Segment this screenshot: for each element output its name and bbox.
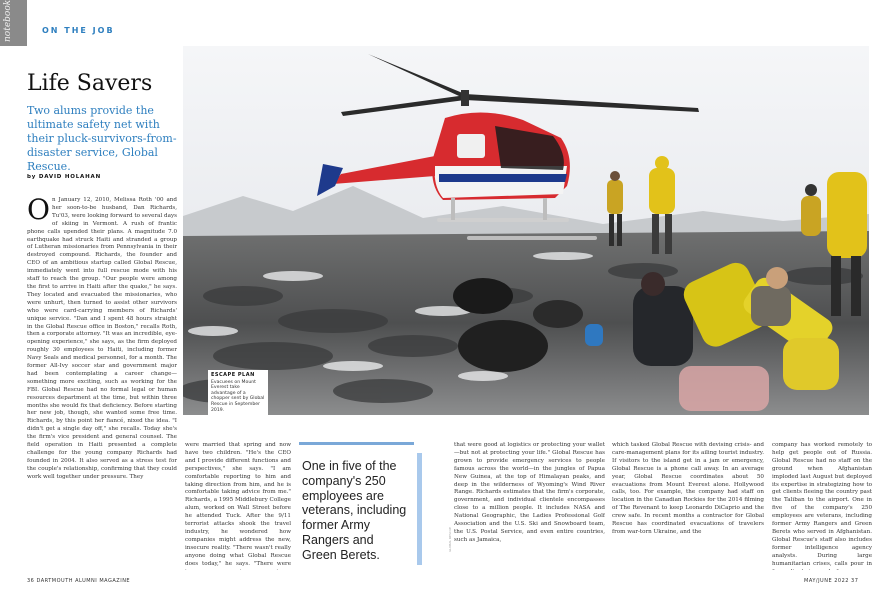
body-column-1 bbox=[27, 197, 177, 569]
photo-caption bbox=[208, 370, 268, 417]
article-title: Life Savers bbox=[27, 71, 153, 96]
caption-heading: ESCAPE PLAN bbox=[211, 372, 255, 378]
body-column-4: which tasked Global Rescue with devising crisis- and care-management plans for its ailing tourist industry. If visitors to the island get in a jam or emergency, Global Rescue is a phone call away. In an average year, Global Rescue coordinates about 50 evacuations from Mount Everest alone. Hollywood calls, too. For example, the company had staff on location in the Canadian Rockies for the 2014 filming of The Revenant to keep Leonardo DiCaprio and the crew safe. In recent months a contractor for Global Rescue has coordinated evacuations of travelers from war-torn Ukraine, and the bbox=[612, 442, 764, 535]
byline: by DAVID HOLAHAN bbox=[27, 174, 101, 180]
body-text-1: n January 12, 2010, Melissa Roth '00 and her soon-to-be husband, Dan Richards, Tu'03, were looking forward to several days of skiing in Vermont. A rush of frantic phone calls upended their plans. A magnitude 7.0 earthquake had struck Haiti and stranded a group of Lutheran missionaries from Pennsylvania in their destroyed compound. Richards, the founder and CEO of an ambitious startup called Global Rescue, immediately went into full rescue mode with his staff to reach the group. "Our people were among the first to arrive in Haiti after the quake," he says. They located and evacuated the missionaries, who were unhurt, then turned to assist other survivors who were card-carrying members of Richards' unique service. "Dan and I spent 48 hours straight in the Global Rescue office in Boston," recalls Roth, then a corporate attorney. "It was an incredible, eye-opening experience," she says, as the firm deployed roughly 30 employees to Haiti, including former Navy Seals and medical personnel, for a month. The former All-Ivy soccer star and government major had been contemplating a career change—something more exciting, such as working for the FBI. Global Rescue had no formal legal or human resources department at the time, but within three months she would fix that deficiency. Before starting her new job, though, she wanted some free time. Richards, by this point her fiancé, nixed the idea. "I didn't get a single day off," she recalls. Today she's the firm's vice president and general counsel. The field operation in Haiti presented a complete challenge for the young company Richards had founded in 2004. It also served as a stress test for the couple's relationship, confirming that they could work well together under pressure. They bbox=[27, 197, 177, 480]
body-column-2: were married that spring and now have two children. "He's the CEO and I provide different functions and perspectives," she says. "I am comfortable reporting to him and taking direction from him, and he is comfortable taking advice from me." Richards, a 1995 Middlebury College alum, worked on Wall Street before he attended Tuck. After the 9/11 terrorist attacks shook the travel industry, he wondered how companies might address the new, insecure reality. "There wasn't really anyone doing what Global Rescue does today," he says. "There were bbox=[185, 442, 291, 567]
pull-quote-accent-bar bbox=[417, 453, 422, 565]
photo-credit: GLOBAL RESCUE bbox=[448, 526, 452, 552]
drop-cap: O bbox=[27, 197, 50, 226]
hero-photo bbox=[183, 46, 869, 415]
folio-right: MAY/JUNE 2022 37 bbox=[804, 578, 859, 584]
body-column-5: company has worked remotely to help get people out of Russia. Global Rescue had no staff on the ground when Afghanistan imploded last August but deployed its expertise in strategizing how to get clients fleeing the country past the Taliban to the airport. One in five of the company's 250 employees are veterans, including former Army Rangers and Green Berets who served in Afghanistan. Global Rescue's staff also includes former intelligence agency analysts. During large humanitarian crises, calls pour in bbox=[772, 442, 872, 567]
caption-text: Evacuees on Mount Everest take advantage of a chopper sent by Global Rescue in September 2019. bbox=[211, 379, 265, 413]
pull-quote bbox=[299, 442, 414, 571]
body-column-3: that were good at logistics or protecting your wallet—but not at protecting your life." Global Rescue has grown to provide emergency services to people famous across the world—in the jungles of Papua New Guinea, at the top of Himalayan peaks, and deep in the wilderness of Wyoming's Wind River Range. Richards estimates that the firm's corporate, government, and individual clientele encompasses close to a million people. It includes NASA and National Geographic, the Ladies Professional Golf Association and the U.S. Ski and Snowboard team, the U.S. Postal Service, and even entire countries, such as Jamaica, bbox=[454, 442, 605, 543]
section-tab bbox=[0, 0, 27, 46]
helicopter-rescue-image bbox=[183, 46, 869, 415]
section-tab-label: notebook bbox=[3, 0, 13, 42]
section-label: ON THE JOB bbox=[42, 26, 115, 35]
pull-quote-text: One in five of the company's 250 employees are veterans, including former Army Rangers and Green Berets. bbox=[302, 459, 407, 562]
folio-left: 36 DARTMOUTH ALUMNI MAGAZINE bbox=[27, 578, 131, 584]
article-dek: Two alums provide the ultimate safety net with their pluck-survivors-from-disaster service, Global Rescue. bbox=[27, 104, 177, 173]
